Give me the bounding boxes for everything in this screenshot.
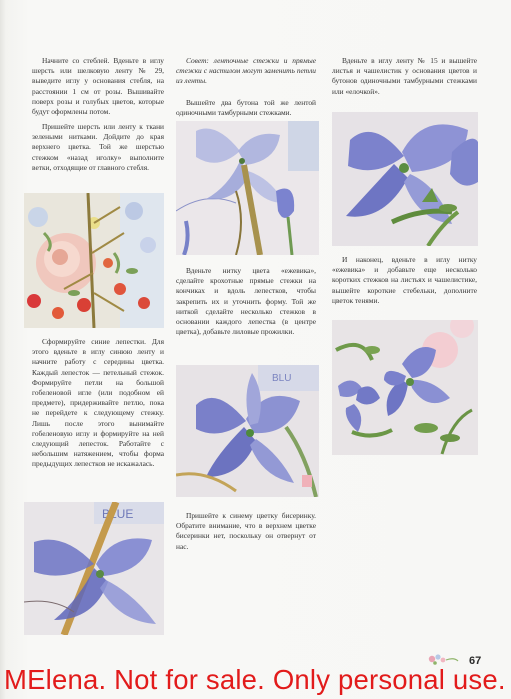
watermark-text: MElena. Not for sale. Only personal use. [4,664,506,695]
photo-rose-stems [24,193,164,328]
middle-tip: Совет: ленточные стежки и прямые стежки с настилом могут заменить петли из ленты. [176,56,316,86]
photo-buds [176,121,319,255]
middle-paragraph-3: Пришейте к синему цветку бисеринку. Обратите внимание, что в верхнем цветке бисеринки нет, поскольку он отвернут от нас. [176,511,316,551]
page-number: 67 [469,655,482,667]
right-paragraph-1: Вденьте в иглу ленту № 15 и вышейте листья и чашелистик у основания цветов и бутонов одиночными тамбурными стежками или «елочкой». [332,56,477,96]
photo-blue-flower-detail [176,365,319,497]
middle-paragraph-2: Вденьте нитку цвета «ежевика», сделайте крохотные прямые стежки на кончиках и вдоль лепестков, чтобы закрепить их и уточнить форму. Той же ниткой сделайте несколько стежков в основании каждого лепестка (в центре цветка), добавьте лиловые прожилки. [176,266,316,337]
right-paragraph-2: И наконец, вденьте в иглу нитку «ежевика» и добавьте еще несколько коротких стежков на листьях и чашелистике, вышейте короткие стебельки, дополните цветок тенями. [332,255,477,305]
photo-leaves-sepals [332,112,478,246]
photo-blue-label: BLUE [102,507,134,521]
left-paragraph-2: Пришейте шерсть или ленту к ткани зелеными нитками. Дойдите до края верхнего цветка. Той же шерстью стежком «назад иголку» выполните ветки, отходящие от главного стебля. [32,122,164,172]
photo-finished-flowers [332,320,478,455]
left-paragraph-3: Сформируйте синие лепестки. Для этого вденьте в иглу синюю ленту и начните работу с середины цветка. Каждый лепесток — петельный стежок. Формируйте петли на большой гобеленовой игле (или подобном ей предмете), придерживайте петлю, пока не перейдете к следующему стежку. Лишь после этого вынимайте гобеленовую иглу и формируйте на ней следующий лепесток. Работайте с небольшим натяжением, чтобы форма предыдущих лепестков не искажалась. [32,337,164,469]
photo-blue-ribbon-petals [24,502,164,635]
left-paragraph-1: Начните со стеблей. Вденьте в иглу шерсть или шелковую ленту № 29, выведите иглу у основания стебля, на расстоянии 1 см от розы. Вышивайте поверх розы и голубых цветов, которые будут оформлены потом. [32,56,164,117]
svg-text:BLU: BLU [272,373,292,384]
middle-paragraph-1: Вышейте два бутона той же лентой одиночными тамбурными стежками. [176,98,316,118]
